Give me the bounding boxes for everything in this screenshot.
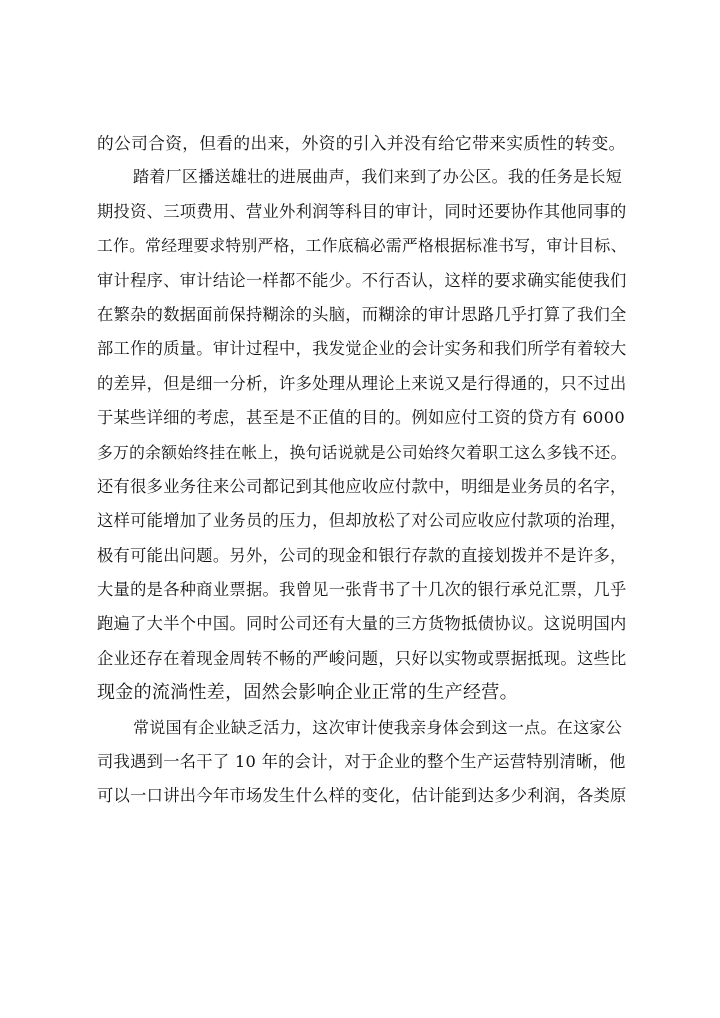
paragraph-start-line: 常说国有企业缺乏活力，这次审计使我亲身体会到这一点。在这家公 <box>133 717 623 737</box>
paragraph-start-line: 踏着厂区播送雄壮的进展曲声，我们来到了办公区。我的任务是长短 <box>133 167 623 187</box>
text-line: 在繁杂的数据面前保持糊涂的头脑，而糊涂的审计思路几乎打算了我们全 <box>97 304 627 324</box>
text-line: 部工作的质量。审计过程中，我发觉企业的会计实务和我们所学有着较大 <box>97 339 627 359</box>
text-line: 极有可能出问题。另外，公司的现金和银行存款的直接划拨并不是许多， <box>97 545 627 565</box>
text-line: 审计程序、审计结论一样都不能少。不行否认，这样的要求确实能使我们 <box>97 270 627 290</box>
text-line: 多万的余额始终挂在帐上，换句话说就是公司始终欠着职工这么多钱不还。 <box>97 442 627 462</box>
text-line: 司我遇到一名干了 10 年的会计，对于企业的整个生产运营特别清晰，他 <box>97 752 626 772</box>
text-line: 还有很多业务往来公司都记到其他应收应付款中，明细是业务员的名字， <box>97 476 627 496</box>
text-line: 于某些详细的考虑，甚至是不正值的目的。例如应付工资的贷方有 6000 <box>97 408 625 428</box>
document-page <box>97 126 629 814</box>
text-line: 的公司合资，但看的出来，外资的引入并没有给它带来实质性的转变。 <box>97 133 626 153</box>
text-line: 跑遍了大半个中国。同时公司还有大量的三方货物抵债协议。这说明国内 <box>97 614 627 634</box>
text-line: 期投资、三项费用、营业外利润等科目的审计，同时还要协作其他同事的 <box>97 201 627 221</box>
text-line: 这样可能增加了业务员的压力，但却放松了对公司应收应付款项的治理， <box>97 511 627 531</box>
text-line: 可以一口讲出今年市场发生什么样的变化，估计能到达多少利润，各类原 <box>97 786 627 806</box>
text-line: 企业还存在着现金周转不畅的严峻问题，只好以实物或票据抵现。这些比 <box>97 648 627 668</box>
text-line: 现金的流淌性差，固然会影响企业正常的生产经营。 <box>97 682 518 704</box>
text-line: 工作。常经理要求特别严格，工作底稿必需严格根据标准书写，审计目标、 <box>97 236 627 256</box>
text-line: 的差异，但是细一分析，许多处理从理论上来说又是行得通的，只不过出 <box>97 373 627 393</box>
text-line: 大量的是各种商业票据。我曾见一张背书了十几次的银行承兑汇票，几乎 <box>97 580 627 600</box>
